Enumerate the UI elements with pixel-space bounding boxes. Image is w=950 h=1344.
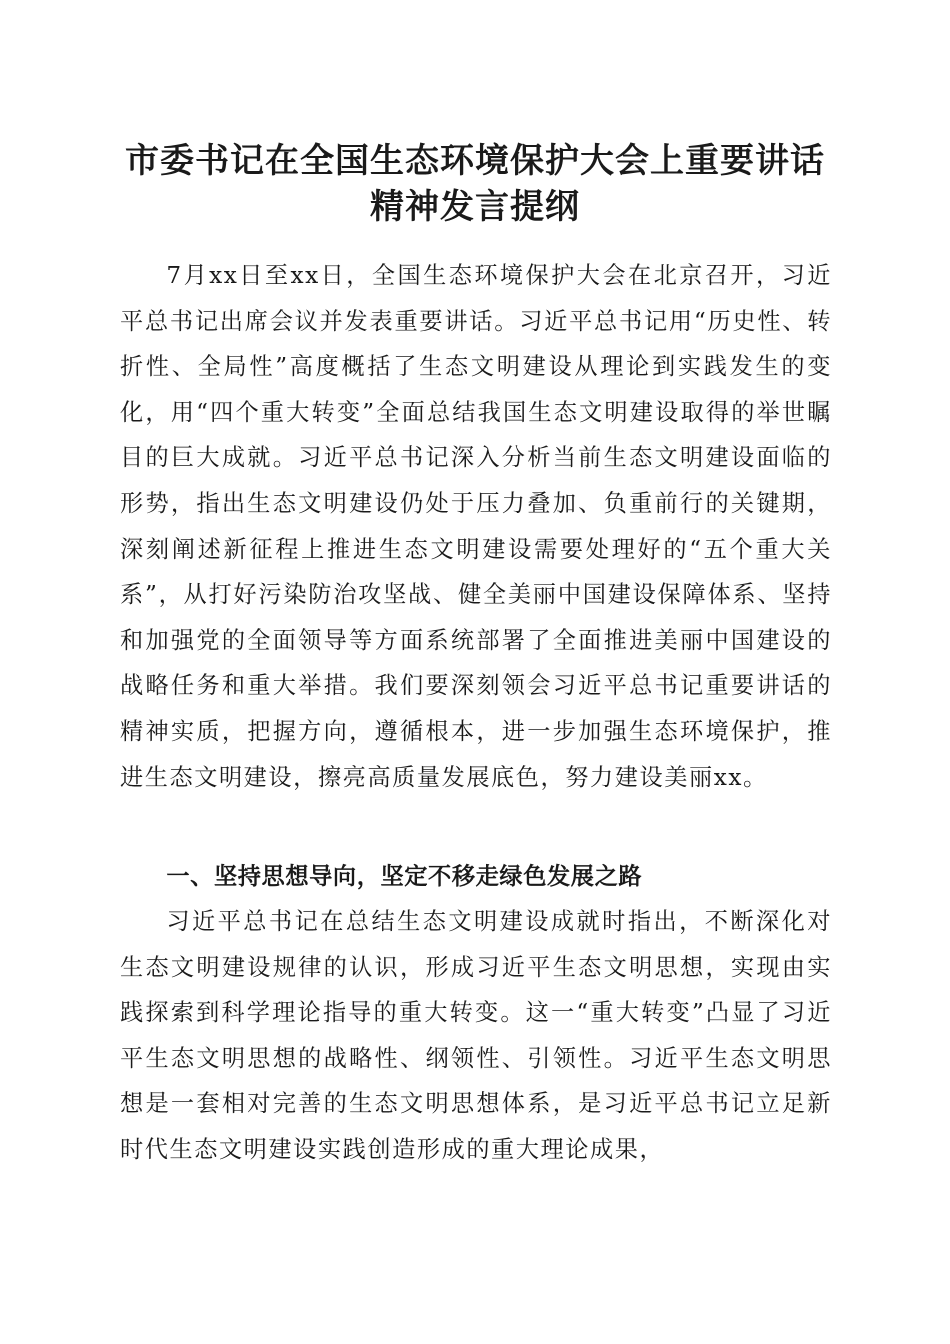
section-heading-1: 一、坚持思想导向，坚定不移走绿色发展之路 [166,863,643,890]
intro-paragraph: 7月xx日至xx日，全国生态环境保护大会在北京召开，习近平总书记出席会议并发表重要讲话。习近平总书记用“历史性、转折性、全局性”高度概括了生态文明建设从理论到实践发生的变化，用“四个重大转变”全面总结我国生态文明建设取得的举世瞩目的巨大成就。习近平总书记深入分析当前生态文明建设面临的形势，指出生态文明建设仍处于压力叠加、负重前行的关键期，深刻阐述新征程上推进生态文明建设需要处理好的“五个重大关系”，从打好污染防治攻坚战、健全美丽中国建设保障体系、坚持和加强党的全面领导等方面系统部署了全面推进美丽中国建设的战略任务和重大举措。我们要深刻领会习近平总书记重要讲话的精神实质，把握方向，遵循根本，进一步加强生态环境保护，推进生态文明建设，擦亮高质量发展底色，努力建设美丽xx。 [120,262,832,791]
document-title-line-1: 市委书记在全国生态环境保护大会上重要讲话 [125,141,825,181]
section-1-paragraph: 习近平总书记在总结生态文明建设成就时指出，不断深化对生态文明建设规律的认识，形成习近平生态文明思想，实现由实践探索到科学理论指导的重大转变。这一“重大转变”凸显了习近平生态文明思想的战略性、纲领性、引领性。习近平生态文明思想是一套相对完善的生态文明思想体系，是习近平总书记立足新时代生态文明建设实践创造形成的重大理论成果， [120,908,832,1163]
document-title-line-2: 精神发言提纲 [370,187,580,227]
